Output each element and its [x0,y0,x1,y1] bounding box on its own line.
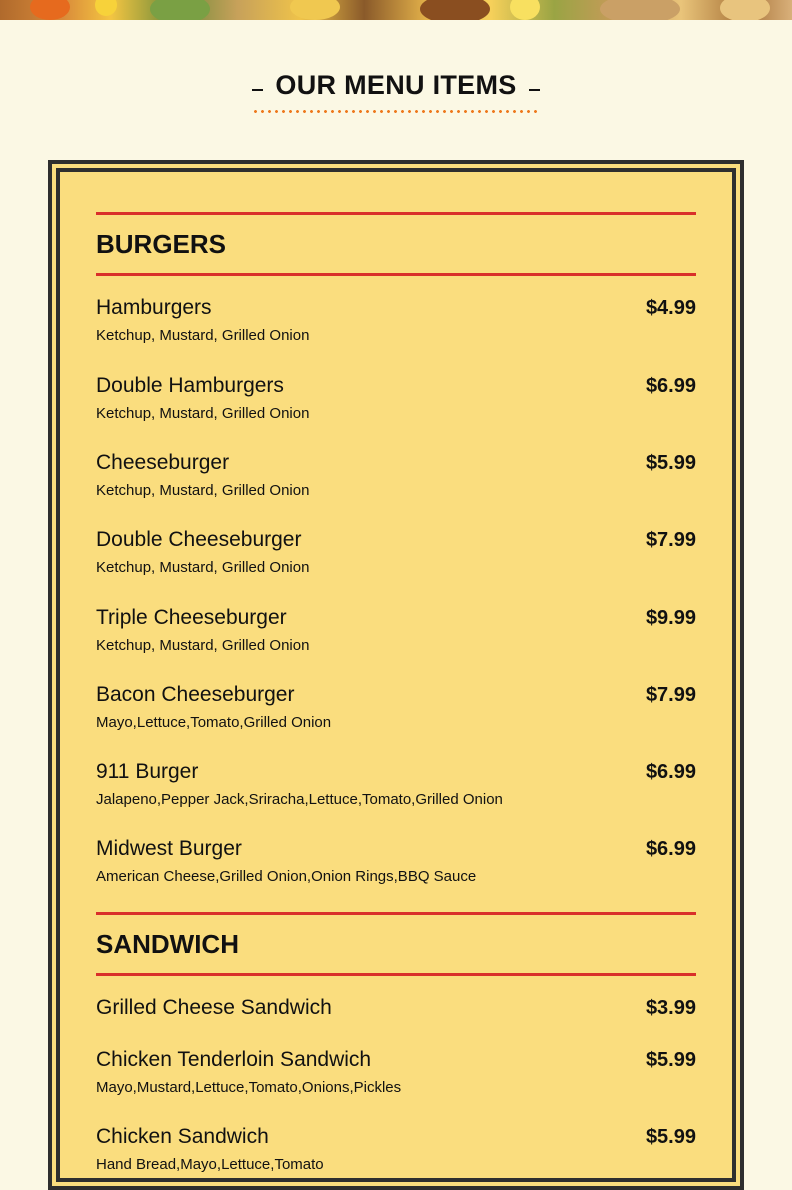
menu-item-name: Double Hamburgers [96,374,284,397]
menu-item-name: Cheeseburger [96,451,230,474]
menu-item-price: $5.99 [645,452,696,474]
heading-dash-left [252,89,263,91]
menu-heading [252,70,539,109]
menu-item-description: Ketchup, Mustard, Grilled Onion [96,637,310,654]
menu-item-price: $3.99 [645,997,696,1019]
menu-item-description: Jalapeno,Pepper Jack,Sriracha,Lettuce,Tomato,Grilled Onion [96,791,503,808]
heading-dash-right [529,89,540,91]
menu-item-price: $7.99 [645,529,696,551]
menu-item-description: Ketchup, Mustard, Grilled Onion [96,482,310,499]
section-rule-bottom [96,973,696,976]
section-rule-bottom [96,273,696,276]
menu-item-description: Ketchup, Mustard, Grilled Onion [96,559,310,576]
menu-item-description: Ketchup, Mustard, Grilled Onion [96,327,310,344]
menu-item-name: Midwest Burger [96,837,242,860]
menu-item-price: $5.99 [645,1049,696,1071]
menu-item-price: $6.99 [645,375,696,397]
hero-food-image [0,0,792,20]
menu-item-description: Mayo,Lettuce,Tomato,Grilled Onion [96,714,332,731]
menu-item-price: $4.99 [645,297,696,319]
menu-item-name: Bacon Cheeseburger [96,683,295,706]
menu-item-name: Chicken Tenderloin Sandwich [96,1048,372,1071]
menu-item-price: $6.99 [645,838,696,860]
menu-heading-title: OUR MENU ITEMS [275,70,517,100]
section-title: SANDWICH [96,929,239,959]
menu-item-name: 911 Burger [96,760,199,783]
menu-item-price: $9.99 [645,607,696,629]
menu-board-inner [56,168,736,1182]
menu-item-price: $7.99 [645,684,696,706]
menu-item-name: Triple Cheeseburger [96,606,287,629]
section-title: BURGERS [96,229,227,259]
menu-item-name: Double Cheeseburger [96,528,302,551]
menu-heading-wrap [0,70,792,109]
menu-item-description: Mayo,Mustard,Lettuce,Tomato,Onions,Pickles [96,1079,402,1096]
menu-item-price: $5.99 [645,1126,696,1148]
menu-item-description: American Cheese,Grilled Onion,Onion Rings,BBQ Sauce [96,868,477,885]
heading-dotted-underline [252,110,539,113]
menu-item-description: Ketchup, Mustard, Grilled Onion [96,405,310,422]
section-header-burgers [96,212,696,276]
menu-board [48,160,744,1190]
section-header-sandwich [96,912,696,976]
menu-item-description: Hand Bread,Mayo,Lettuce,Tomato [96,1156,324,1173]
menu-item-name: Chicken Sandwich [96,1125,269,1148]
menu-item-name: Hamburgers [96,296,212,319]
menu-item-name: Grilled Cheese Sandwich [96,996,332,1019]
menu-item-price: $6.99 [645,761,696,783]
